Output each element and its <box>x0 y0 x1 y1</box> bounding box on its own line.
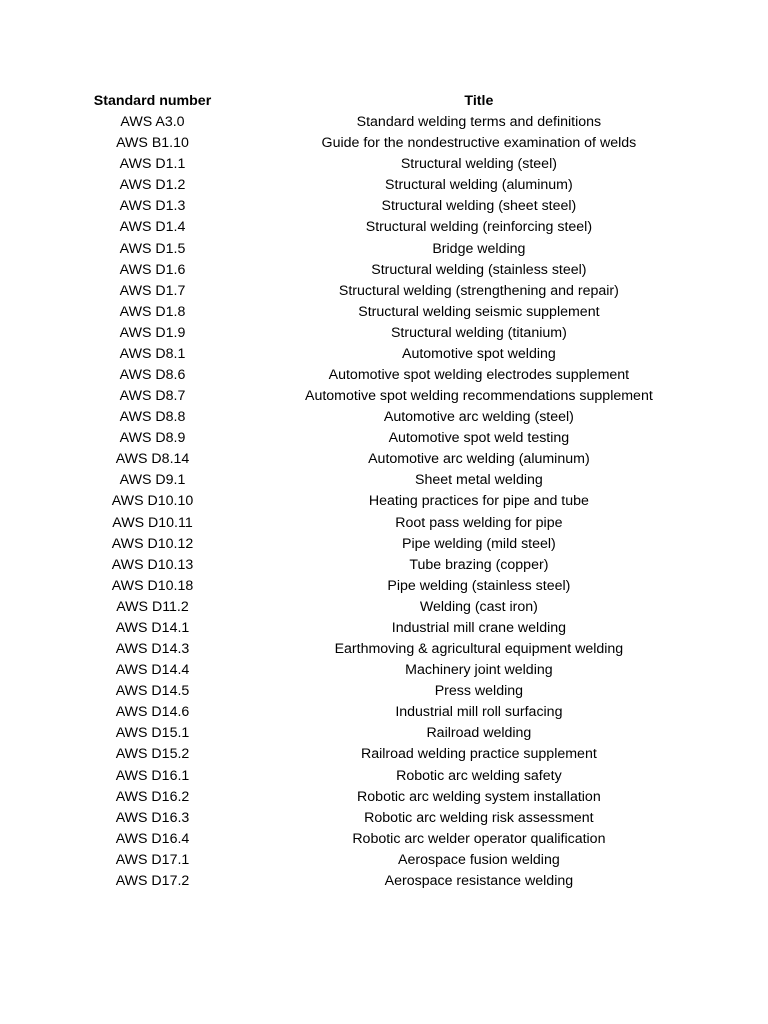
table-row <box>0 618 653 639</box>
standard-title-cell: Bridge welding <box>432 240 526 257</box>
standard-title-cell: Structural welding (strengthening and repair) <box>338 282 619 299</box>
standard-number-cell: AWS D10.18 <box>111 577 194 594</box>
standard-title-cell: Structural welding (aluminum) <box>385 177 573 194</box>
standard-number-cell: AWS D1.2 <box>119 177 186 194</box>
standard-number-cell: AWS D1.3 <box>119 198 186 215</box>
standard-title-cell: Aerospace resistance welding <box>384 872 574 889</box>
table-row <box>0 260 653 281</box>
table-row <box>0 808 653 829</box>
standard-number-cell: AWS D16.1 <box>115 767 190 784</box>
standard-title-cell: Automotive spot weld testing <box>388 430 570 447</box>
standard-number-cell: AWS D10.12 <box>111 535 194 552</box>
table-row <box>0 534 653 555</box>
standard-number-cell: AWS D8.8 <box>119 409 186 426</box>
standard-number-cell: AWS D1.7 <box>119 282 186 299</box>
standard-title-cell: Robotic arc welder operator qualification <box>352 830 606 847</box>
standard-number-cell: AWS D14.1 <box>115 619 190 636</box>
table-row <box>0 597 653 618</box>
standard-number-cell: AWS D14.4 <box>115 662 190 679</box>
standard-title-cell: Automotive arc welding (aluminum) <box>368 451 590 468</box>
standard-number-cell: AWS D11.2 <box>116 598 189 615</box>
table-row <box>0 217 653 238</box>
standard-number-cell: AWS D15.2 <box>115 746 190 763</box>
table-row <box>0 702 653 723</box>
table-row <box>0 449 653 470</box>
welding-standards-table <box>0 91 653 892</box>
table-row <box>0 723 653 744</box>
standard-title-cell: Structural welding (titanium) <box>390 324 567 341</box>
table-row <box>0 513 653 534</box>
standard-number-cell: AWS D9.1 <box>119 472 186 489</box>
table-row <box>0 576 653 597</box>
standard-title-cell: Pipe welding (mild steel) <box>402 535 556 552</box>
standard-number-cell: AWS D16.4 <box>115 830 190 847</box>
standard-number-cell: AWS D14.3 <box>115 641 190 658</box>
standard-number-cell: AWS D10.10 <box>111 493 194 510</box>
standard-title-cell: Sheet metal welding <box>415 472 543 489</box>
table-row <box>0 112 653 133</box>
standard-title-cell: Railroad welding <box>426 725 532 742</box>
table-row <box>0 196 653 217</box>
standard-number-cell: AWS D8.9 <box>119 430 186 447</box>
standard-title-cell: Earthmoving & agricultural equipment welding <box>334 641 624 658</box>
header-title: Title <box>464 93 494 109</box>
standard-number-cell: AWS B1.10 <box>116 135 189 152</box>
table-row <box>0 681 653 702</box>
standard-number-cell: AWS D17.2 <box>115 872 190 889</box>
standard-number-cell: AWS D1.8 <box>119 303 186 320</box>
standard-title-cell: Robotic arc welding system installation <box>357 788 601 805</box>
standard-title-cell: Automotive spot welding electrodes supplement <box>328 367 630 384</box>
standard-title-cell: Machinery joint welding <box>405 662 553 679</box>
table-row <box>0 850 653 871</box>
standard-number-cell: AWS D1.6 <box>119 261 186 278</box>
table-row <box>0 660 653 681</box>
standard-title-cell: Industrial mill crane welding <box>391 619 567 636</box>
table-row <box>0 386 653 407</box>
standard-title-cell: Automotive arc welding (steel) <box>383 409 574 426</box>
standard-number-cell: AWS D17.1 <box>115 851 190 868</box>
table-row <box>0 470 653 491</box>
table-row <box>0 281 653 302</box>
standard-number-cell: AWS D16.2 <box>115 788 190 805</box>
standard-title-cell: Tube brazing (copper) <box>409 556 549 573</box>
table-row <box>0 744 653 765</box>
standard-title-cell: Guide for the nondestructive examination of welds <box>321 135 637 152</box>
standard-number-cell: AWS D14.5 <box>115 683 190 700</box>
table-row <box>0 323 653 344</box>
standard-title-cell: Automotive spot welding recommendations supplement <box>305 388 653 405</box>
table-row <box>0 428 653 449</box>
standard-title-cell: Structural welding (sheet steel) <box>381 198 577 215</box>
standard-number-cell: AWS D8.7 <box>119 388 186 405</box>
standard-number-cell: AWS D1.5 <box>119 240 186 257</box>
table-row <box>0 154 653 175</box>
table-row <box>0 871 653 892</box>
table-row <box>0 787 653 808</box>
table-row <box>0 239 653 260</box>
standard-number-cell: AWS D1.4 <box>119 219 186 236</box>
standard-number-cell: AWS D8.1 <box>119 345 186 362</box>
table-body <box>0 112 653 892</box>
standard-number-cell: AWS A3.0 <box>120 114 185 131</box>
table-row <box>0 639 653 660</box>
standard-title-cell: Robotic arc welding safety <box>396 767 562 784</box>
table-header-row <box>0 91 653 112</box>
standard-title-cell: Pipe welding (stainless steel) <box>387 577 571 594</box>
standard-title-cell: Welding (cast iron) <box>419 598 538 615</box>
standard-number-cell: AWS D8.6 <box>119 367 186 384</box>
table-row <box>0 302 653 323</box>
standard-title-cell: Press welding <box>434 683 524 700</box>
table-row <box>0 555 653 576</box>
standard-number-cell: AWS D8.14 <box>115 451 190 468</box>
header-standard-number: Standard number <box>93 93 212 109</box>
table-row <box>0 365 653 386</box>
standard-title-cell: Structural welding (stainless steel) <box>371 261 587 278</box>
standard-number-cell: AWS D10.11 <box>112 514 193 531</box>
standard-number-cell: AWS D10.13 <box>111 556 194 573</box>
standard-title-cell: Structural welding (reinforcing steel) <box>365 219 593 236</box>
standard-number-cell: AWS D1.9 <box>119 324 186 341</box>
standard-title-cell: Robotic arc welding risk assessment <box>364 809 594 826</box>
standard-number-cell: AWS D16.3 <box>115 809 190 826</box>
standard-number-cell: AWS D1.1 <box>119 156 186 173</box>
standard-number-cell: AWS D14.6 <box>115 704 190 721</box>
table-row <box>0 133 653 154</box>
table-row <box>0 407 653 428</box>
standard-title-cell: Root pass welding for pipe <box>395 514 563 531</box>
standard-number-cell: AWS D15.1 <box>115 725 190 742</box>
standard-title-cell: Structural welding seismic supplement <box>358 303 600 320</box>
standard-title-cell: Automotive spot welding <box>401 345 556 362</box>
standard-title-cell: Standard welding terms and definitions <box>356 114 602 131</box>
table-row <box>0 344 653 365</box>
standard-title-cell: Industrial mill roll surfacing <box>395 704 563 721</box>
standard-title-cell: Railroad welding practice supplement <box>360 746 597 763</box>
table-row <box>0 175 653 196</box>
table-row <box>0 766 653 787</box>
standard-title-cell: Structural welding (steel) <box>400 156 557 173</box>
standard-title-cell: Heating practices for pipe and tube <box>368 493 589 510</box>
standard-title-cell: Aerospace fusion welding <box>398 851 560 868</box>
table-row <box>0 829 653 850</box>
table-row <box>0 491 653 512</box>
